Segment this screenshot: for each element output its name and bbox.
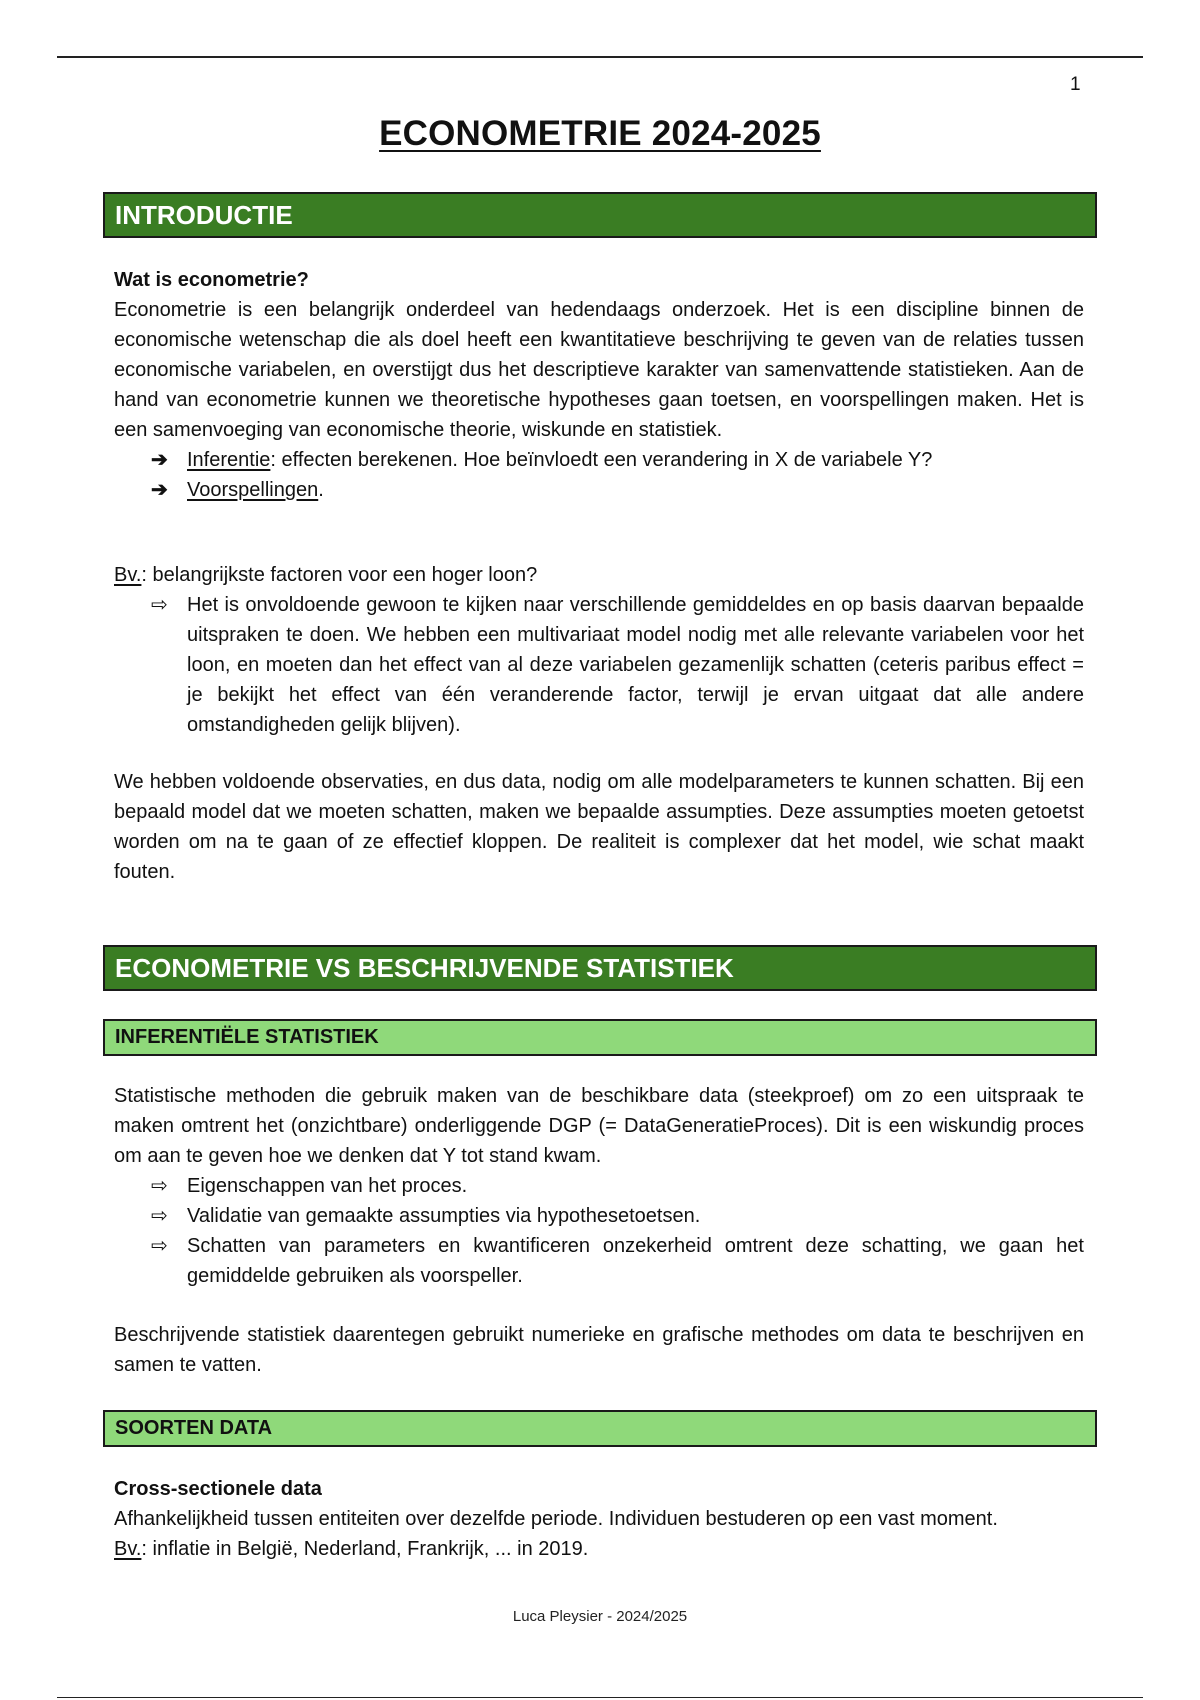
section-banner-introductie: INTRODUCTIE (103, 192, 1097, 238)
cross-sectional-heading: Cross-sectionele data (114, 1478, 322, 1500)
hollow-arrow-icon: ⇨ (151, 1175, 168, 1197)
inferential-bullet-text: Validatie van gemaakte assumpties via hypothesetoetsen. (187, 1205, 701, 1227)
bullet-text: : effecten berekenen. Hoe beïnvloedt een verandering in X de variabele Y? (270, 449, 933, 471)
bottom-rule (57, 1697, 1143, 1698)
descriptive-paragraph: Beschrijvende statistiek daarentegen gebruikt numerieke en grafische methodes om data te beschrijven en samen te vatten. (114, 1324, 1084, 1376)
inferential-block (114, 1081, 1084, 1291)
hollow-arrow-icon: ⇨ (151, 1235, 168, 1257)
intro-paragraph: Econometrie is een belangrijk onderdeel van hedendaags onderzoek. Het is een discipline binnen de economische wetenschap die als doel heeft een kwantitatieve beschrijving te geven van de relaties tussen economische variabelen, en overstijgt dus het descriptieve karakter van samenvattende statistieken. Aan de hand van econometrie kunnen we theoretische hypotheses gaan toetsen, en voorspellingen maken. Het is een samenvoeging van economische theorie, wiskunde en statistiek. (114, 299, 1084, 441)
arrow-bullet-icon: ➔ (151, 479, 168, 501)
inferential-bullet-text: Schatten van parameters en kwantificeren onzekerheid omtrent deze schatting, we gaan het gemiddelde gebruiken als voorspeller. (187, 1235, 1084, 1287)
example-label: Bv. (114, 564, 142, 586)
example-label: Bv. (114, 1538, 142, 1560)
page-title (0, 114, 1200, 154)
example-text: : belangrijkste factoren voor een hoger loon? (141, 564, 538, 586)
cross-sectional-definition: Afhankelijkheid tussen entiteiten over dezelfde periode. Individuen bestuderen op een vast moment. (114, 1508, 998, 1530)
arrow-bullet-icon: ➔ (151, 449, 168, 471)
data-types-block (114, 1474, 1084, 1564)
inferential-bullet (114, 1171, 1084, 1201)
subsection-inferentiele-statistiek: INFERENTIËLE STATISTIEK (103, 1019, 1097, 1056)
example-bullet (114, 590, 1084, 740)
section-banner-econometrie-vs-statistiek: ECONOMETRIE VS BESCHRIJVENDE STATISTIEK (103, 945, 1097, 991)
hollow-arrow-icon: ⇨ (151, 594, 168, 616)
bullet-term: Voorspellingen (187, 479, 319, 501)
example-block (114, 560, 1084, 740)
cross-sectional-example (114, 1534, 1084, 1564)
subsection-soorten-data: SOORTEN DATA (103, 1410, 1097, 1447)
intro-bullet (114, 445, 1084, 475)
intro-closing-paragraph: We hebben voldoende observaties, en dus data, nodig om alle modelparameters te kunnen schatten. Bij een bepaald model dat we moeten schatten, maken we bepaalde assumpties. Deze assumpties moeten getoetst worden om na te gaan of ze effectief kloppen. De realiteit is complexer dat het model, wie schat maakt fouten. (114, 771, 1084, 883)
page-number: 1 (1070, 74, 1081, 95)
bullet-term: Inferentie (187, 449, 271, 471)
intro-block (114, 265, 1084, 505)
inferential-bullet-text: Eigenschappen van het proces. (187, 1175, 468, 1197)
hollow-arrow-icon: ⇨ (151, 1205, 168, 1227)
example-line (114, 560, 1084, 590)
inferential-bullet (114, 1231, 1084, 1291)
inferential-bullet (114, 1201, 1084, 1231)
page-title-text: ECONOMETRIE 2024-2025 (379, 114, 821, 153)
top-rule (57, 56, 1143, 58)
inferential-paragraph: Statistische methoden die gebruik maken van de beschikbare data (steekproef) om zo een uitspraak te maken omtrent het (onzichtbare) onderliggende DGP (= DataGeneratieProces). Dit is een wiskundig proces om aan te geven hoe we denken dat Y tot stand kwam. (114, 1085, 1084, 1167)
example-text: : inflatie in België, Nederland, Frankrijk, ... in 2019. (141, 1538, 589, 1560)
example-bullet-text: Het is onvoldoende gewoon te kijken naar verschillende gemiddeldes en op basis daarvan bepaalde uitspraken te doen. We hebben een multivariaat model nodig met alle relevante variabelen voor het loon, en moeten dan het effect van al deze variabelen gezamenlijk schatten (ceteris paribus effect = je bekijkt het effect van één veranderende factor, terwijl je ervan uitgaat dat alle andere omstandigheden gelijk blijven). (187, 594, 1084, 736)
bullet-text: . (318, 479, 324, 501)
page-footer: Luca Pleysier - 2024/2025 (512, 1608, 688, 1625)
intro-heading: Wat is econometrie? (114, 269, 309, 291)
intro-bullet (114, 475, 1084, 505)
